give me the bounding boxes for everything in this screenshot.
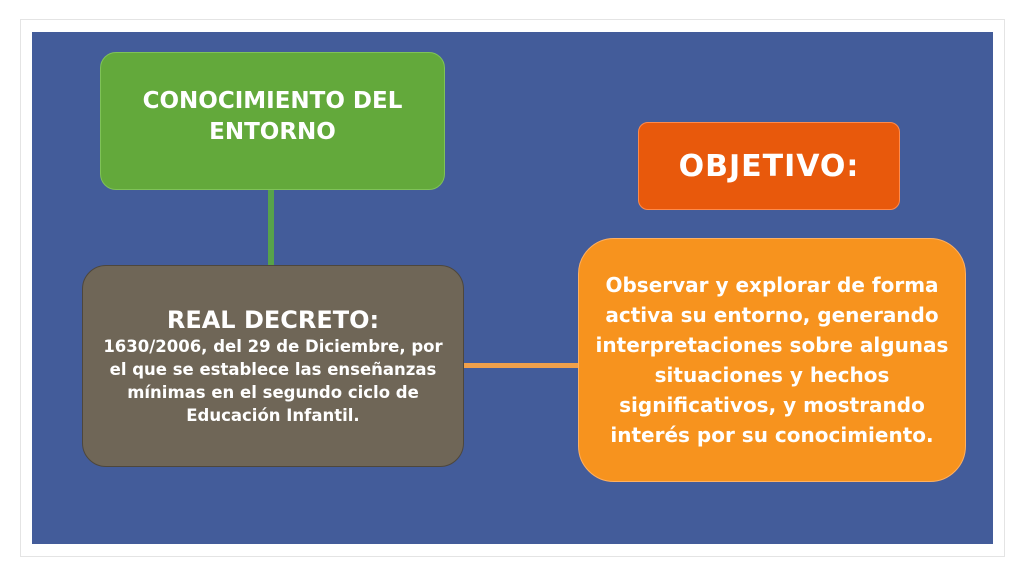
objetivo-description-text: Observar y explorar de forma activa su entorno, generando interpretaciones sobre algunas situaciones y hechos significativos, y mostrando interés por su conocimiento. xyxy=(595,273,949,447)
real-decreto-box xyxy=(82,265,464,467)
entorno-title-line1: CONOCIMIENTO DEL xyxy=(142,88,403,114)
objetivo-label: OBJETIVO: xyxy=(678,148,860,184)
objetivo-description-box xyxy=(578,238,966,482)
conocimiento-entorno-box xyxy=(100,52,445,190)
connector-decreto-descripcion xyxy=(462,363,582,368)
entorno-title-line2: ENTORNO xyxy=(209,119,336,145)
connector-entorno-decreto xyxy=(268,188,274,268)
decreto-title: REAL DECRETO: xyxy=(166,306,380,334)
objetivo-box xyxy=(638,122,900,210)
decreto-body: 1630/2006, del 29 de Diciembre, por el que se establece las enseñanzas mínimas en el segundo ciclo de Educación Infantil. xyxy=(103,337,443,425)
